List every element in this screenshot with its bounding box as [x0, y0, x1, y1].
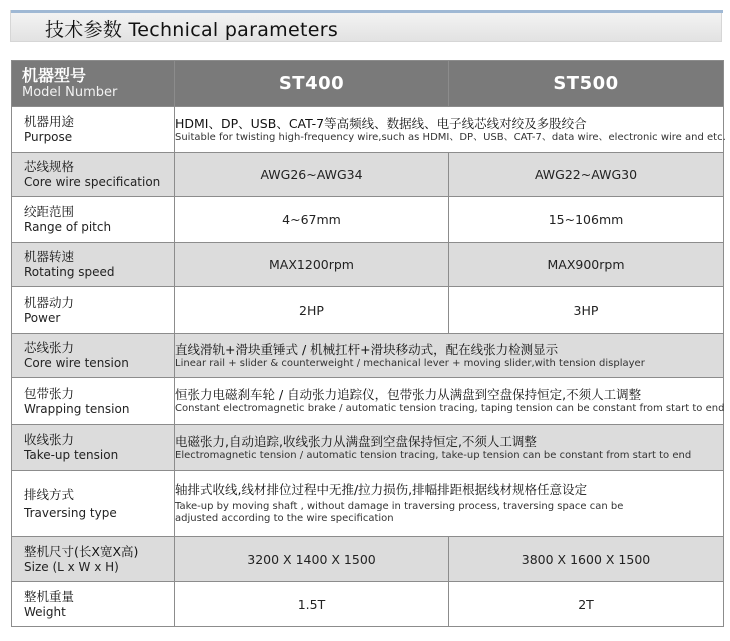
model-st500: ST500 [449, 61, 724, 107]
label-zh: 包带张力 [24, 385, 75, 401]
value-st500: 3HP [449, 287, 724, 334]
label-zh: 排线方式 [24, 486, 75, 502]
label-zh: 收线张力 [24, 432, 75, 447]
value-zh: HDMI、DP、USB、CAT-7等高频线、数据线、电子线芯线对绞及多股绞合 [175, 115, 587, 131]
merged-value-cell [175, 471, 724, 537]
label-cell [12, 287, 175, 334]
merged-value-cell [175, 425, 724, 471]
row-rotating-speed [12, 243, 724, 287]
label-en: Wrapping tension [24, 401, 130, 416]
value-st500: AWG22~AWG30 [449, 153, 724, 197]
title-accent-line [11, 10, 723, 13]
label-cell [12, 153, 175, 197]
label-en: Core wire tension [24, 356, 129, 370]
table-header-row [12, 61, 724, 107]
value-st400: 1.5T [175, 582, 449, 627]
label-cell [12, 243, 175, 287]
section-title: 技术参数 Technical parameters [45, 19, 339, 41]
label-zh: 整机重量 [24, 588, 75, 604]
label-en: Size (L x W x H) [24, 559, 119, 574]
row-wrapping-tension [12, 378, 724, 425]
label-en: Rotating speed [24, 265, 115, 279]
value-en: Suitable for twisting high-frequency wire,such as HDMI、DP、USB、CAT-7、data wire、electronic wire and etc. [175, 131, 726, 143]
row-weight [12, 582, 724, 627]
label-en: Traversing type [24, 505, 117, 520]
label-cell [12, 107, 175, 153]
value-zh: 轴排式收线,线材排位过程中无推/拉力损伤,排幅排距根据线材规格任意设定 [175, 482, 588, 497]
label-cell [12, 582, 175, 627]
row-power [12, 287, 724, 334]
section-title-bar [10, 10, 722, 42]
label-en: Purpose [24, 130, 73, 144]
value-st400: 2HP [175, 287, 449, 334]
label-en: Core wire specification [24, 175, 161, 189]
header-label-cell [12, 61, 175, 107]
label-zh: 机器动力 [24, 294, 75, 310]
row-size [12, 537, 724, 582]
value-en: Take-up by moving shaft , without damage in traversing process, traversing space can be adjusted according to the wire specification [175, 501, 624, 524]
value-zh: 恒张力电磁刹车轮 / 自动张力追踪仪，包带张力从满盘到空盘保持恒定,不须人工调整 [175, 387, 642, 402]
label-en: Power [24, 310, 61, 325]
label-zh: 芯线规格 [24, 159, 75, 174]
label-cell [12, 378, 175, 425]
header-label-zh: 机器型号 [22, 66, 87, 85]
value-st400: MAX1200rpm [175, 243, 449, 287]
header-label-en: Model Number [22, 85, 118, 100]
row-take-up-tension [12, 425, 724, 471]
row-traversing-type [12, 471, 724, 537]
merged-value-cell [175, 334, 724, 378]
value-en: Electromagnetic tension / automatic tension tracing, take-up tension can be constant from start to end [175, 449, 692, 461]
value-st500: MAX900rpm [449, 243, 724, 287]
label-en: Weight [24, 604, 66, 619]
value-st400: AWG26~AWG34 [175, 153, 449, 197]
spec-table [11, 60, 724, 627]
value-st500: 15~106mm [449, 197, 724, 243]
row-core-wire-tension [12, 334, 724, 378]
value-en: Constant electromagnetic brake / automatic tension tracing, taping tension can be constant from start to end [175, 403, 725, 414]
value-zh: 直线滑轨+滑块重锤式 / 机械扛杆+滑块移动式，配在线张力检测显示 [175, 341, 559, 357]
label-en: Range of pitch [24, 220, 112, 234]
merged-value-cell [175, 378, 724, 425]
label-zh: 绞距范围 [24, 204, 75, 219]
label-zh: 机器转速 [24, 249, 75, 264]
label-cell [12, 537, 175, 582]
label-zh: 芯线张力 [24, 340, 75, 355]
label-zh: 整机尺寸(长X宽X高) [24, 543, 139, 559]
model-st400: ST400 [175, 61, 449, 107]
row-core-wire-spec [12, 153, 724, 197]
row-purpose [12, 107, 724, 153]
value-st400: 3200 X 1400 X 1500 [175, 537, 449, 582]
value-st400: 4~67mm [175, 197, 449, 243]
value-en: Linear rail + slider & counterweight / mechanical lever + moving slider,with tension displayer [175, 357, 645, 369]
merged-value-cell [175, 107, 724, 153]
label-zh: 机器用途 [24, 114, 75, 129]
value-st500: 2T [449, 582, 724, 627]
value-zh: 电磁张力,自动追踪,收线张力从满盘到空盘保持恒定,不须人工调整 [175, 433, 537, 449]
label-cell [12, 425, 175, 471]
label-cell [12, 471, 175, 537]
label-en: Take-up tension [24, 448, 119, 462]
value-st500: 3800 X 1600 X 1500 [449, 537, 724, 582]
label-cell [12, 334, 175, 378]
row-pitch-range [12, 197, 724, 243]
label-cell [12, 197, 175, 243]
